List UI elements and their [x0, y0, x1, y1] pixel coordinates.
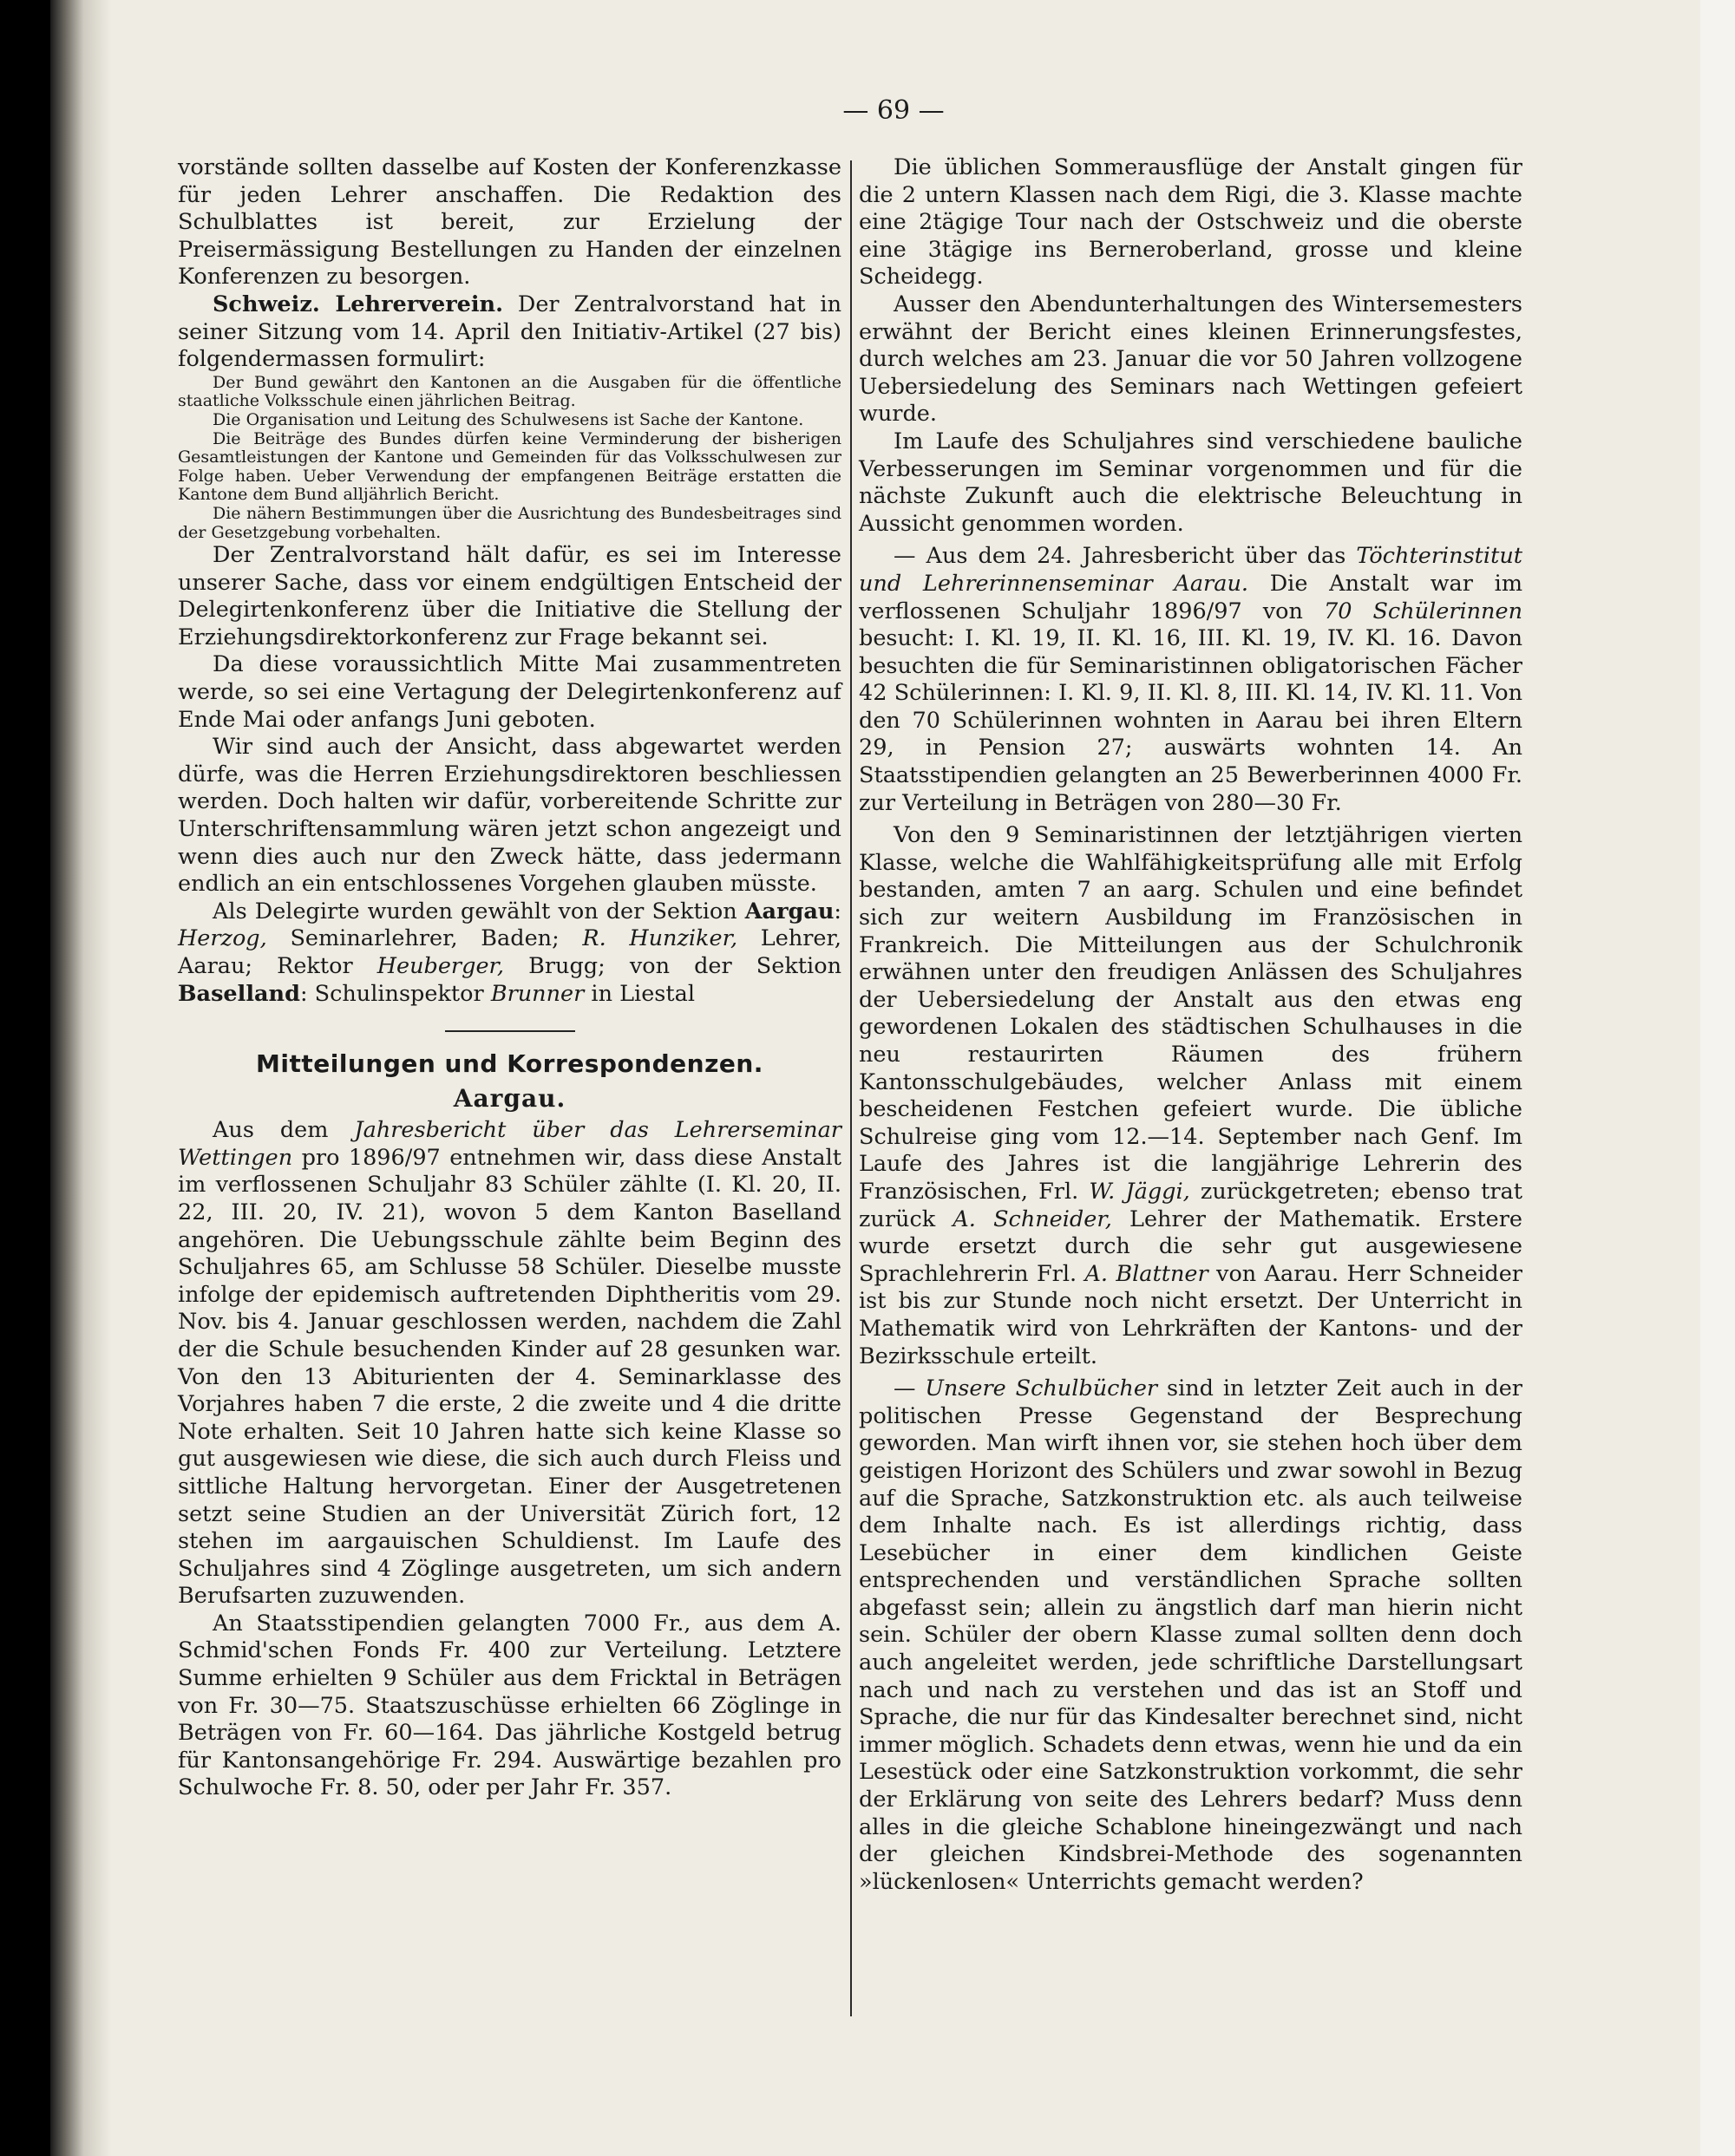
topic-title: Unsere Schulbücher [925, 1375, 1158, 1402]
intro-paragraph: vorstände sollten dasselbe auf Kosten der Konferenzkasse für jeden Lehrer anschaffen. Die Redaktion des Schulblattes ist bereit, zur Erzielung der Preisermässigung Bestellungen zu Handen der einzelnen Konferenzen zu besorgen. [178, 154, 841, 291]
text-run: Seminarlehrer, Baden; [266, 925, 583, 952]
section-separator [445, 1030, 575, 1032]
text-run: : [834, 898, 841, 924]
paragraph: Ausser den Abendunterhaltungen des Wintersemesters erwähnt der Bericht eines kleinen Erinnerungsfestes, durch welches am 23. Januar die vor 50 Jahren vollzogene Uebersiedelung des Seminars nach Wettingen gefeiert wurde. [859, 291, 1522, 428]
paragraph: Da diese voraussichtlich Mitte Mai zusammentreten werde, so sei eine Vertagung der Delegirtenkonferenz auf Ende Mai oder anfangs Juni geboten. [178, 651, 841, 733]
text-run: — Aus dem 24. Jahresbericht über das [894, 543, 1357, 570]
text-run: Lehrer der Mathematik. Erstere wurde ersetzt durch die sehr gut ausgewiesene Sprachlehrerin Frl. [859, 1205, 1522, 1287]
student-count: 70 Schülerinnen [1323, 598, 1522, 624]
text-run: Aus dem [213, 1117, 355, 1144]
text-run: Die Anstalt war im verflossenen Schuljahr 1896/97 von [859, 570, 1523, 624]
right-column [859, 154, 1522, 1896]
delegates-paragraph [178, 898, 841, 1008]
text-run: von Aarau. Herr Schneider ist bis zur Stunde noch nicht ersetzt. Der Unterricht in Mathematik wird von Lehrkräften der Kantons- und der Bezirksschule erteilt. [859, 1260, 1522, 1369]
page-number: — 69 — [842, 95, 945, 126]
text-run: : Schulinspektor [299, 980, 491, 1007]
paragraph: Im Laufe des Schuljahres sind verschiedene bauliche Verbesserungen im Seminar vorgenommen und für die nächste Zukunft auch die elektrische Beleuchtung in Aussicht genommen worden. [859, 428, 1522, 537]
section-title: Mitteilungen und Korrespondenzen. [256, 1049, 763, 1079]
aargau-paragraph [178, 1117, 841, 1610]
person-name: W. Jäggi, [1089, 1178, 1190, 1205]
text-run: besucht: I. Kl. 19, II. Kl. 16, III. Kl. 19, IV. Kl. 16. Davon besuchten die für Seminaristinnen obligatorischen Fächer 42 Schülerinnen: I. Kl. 9, II. Kl. 8, III. Kl. 14, IV. Kl. 11. Von den 70 Schülerinnen wohnten in Aarau bei ihren Eltern 29, in Pension 27; auswärts wohnten 14. An Staatsstipendien gelangten an 25 Bewerberinnen 4000 Fr. zur Verteilung in Beträgen von 280—30 Fr. [859, 625, 1522, 816]
person-name: Heuberger, [376, 953, 505, 979]
paragraph: Wir sind auch der Ansicht, dass abgewartet werden dürfe, was die Herren Erziehungsdirektoren beschliessen werden. Doch halten wir dafür, vorbereitende Schritte zur Unterschriftensammlung wären jetzt schon angezeigt und wenn dies auch nur den Zweck hätte, dass jedermann endlich an ein entschlossenes Vorgehen glauben müsste. [178, 734, 841, 898]
schulbuecher-paragraph [859, 1375, 1522, 1896]
toechterinstitut-paragraph [859, 543, 1522, 817]
report-title: Jahresbericht über das Lehrerseminar Wettingen [178, 1117, 841, 1171]
text-run: sind in letzter Zeit auch in der politischen Presse Gegenstand der Besprechung geworden. Man wirft ihnen vor, sie stehen hoch über dem geistigen Horizont des Schülers und zwar sowohl in Bezug auf die Sprache, Satzkonstruktion etc. als auch teilweise dem Inhalte nach. Es ist allerdings richtig, dass Lesebücher in einer dem kindlichen Geiste entsprechenden und verständlichen Sprache sollten abgefasst sein; allein zu ängstlich darf man hierin nicht sein. Schüler der obern Klasse zumal sollten denn doch auch angeleitet werden, jede schriftliche Darstellungsart nach und nach zu verstehen und das ist an Stoff und Sprache, die nur für das Kindesalter berechnet sind, nicht immer möglich. Schadets denn etwas, wenn hie und da ein Lesestück oder eine Satzkonstruktion vorkommt, die sehr der Erklärung von seite des Lehrers bedarf? Muss denn alles in die gleiche Schablone hineingezwängt und nach der gleichen Kindsbrei-Methode des sogenannten »lückenlosen« Unterrichts gemacht werden? [859, 1375, 1522, 1895]
lehrerverein-heading: Schweiz. Lehrerverein. [213, 291, 503, 317]
aargau-paragraph: An Staatsstipendien gelangten 7000 Fr., aus dem A. Schmid'schen Fonds Fr. 400 zur Verteilung. Letztere Summe erhielten 9 Schüler aus dem Fricktal in Beträgen von Fr. 30—75. Staatszuschüsse erhielten 66 Zöglinge in Beträgen von Fr. 60—164. Das jährliche Kostgeld betrug für Kantonsangehörige Fr. 294. Auswärtige bezahlen pro Schulwoche Fr. 8. 50, oder per Jahr Fr. 357. [178, 1610, 841, 1801]
text-run: zurückgetreten; ebenso trat zurück [859, 1178, 1522, 1232]
region-heading: Aargau. [453, 1084, 566, 1114]
seminaristinnen-paragraph [859, 822, 1522, 1370]
paragraph: Die üblichen Sommerausflüge der Anstalt gingen für die 2 untern Klassen nach dem Rigi, die 3. Klasse machte eine 2tägige Tour nach der Ostschweiz und die oberste eine 3tägige ins Berneroberland, grosse und kleine Scheidegg. [859, 154, 1522, 291]
institution-name: Töchterinstitut und Lehrerinnenseminar Aarau. [859, 543, 1522, 597]
column-divider [850, 160, 852, 2016]
article-line: Die Beiträge des Bundes dürfen keine Verminderung der bisherigen Gesamtleistungen der Kantone und Gemeinden für das Volksschulwesen zur Folge haben. Ueber Verwendung der empfangenen Beiträge erstatten die Kantone dem Bund alljährlich Bericht. [178, 428, 841, 505]
text-run: Brugg; von der Sektion [504, 953, 841, 979]
left-column [178, 154, 841, 1802]
page-edge [1700, 0, 1735, 2156]
text-run: Lehrer, Aarau; Rektor [178, 925, 842, 979]
person-name: Brunner [490, 980, 585, 1007]
text-run: Von den 9 Seminaristinnen der letztjährigen vierten Klasse, welche die Wahlfähigkeitsprüfung alle mit Erfolg bestanden, amten 7 an aarg. Schulen und eine befindet sich zur weitern Ausbildung im Französischen in Frankreich. Die Mitteilungen aus der Schulchronik erwähnen unter den freudigen Anlässen des Schuljahres der Uebersiedelung der Anstalt aus den etwas eng gewordenen Lokalen des städtischen Schulhauses in die neu restaurirten Räumen des frühern Kantonsschulgebäudes, welcher Anlass mit einem bescheidenen Festchen gefeiert wurde. Die übliche Schulreise ging vom 12.—14. September nach Genf. Im Laufe des Jahres ist die langjährige Lehrerin des Französischen, Frl. [859, 822, 1522, 1205]
article-line: Die Organisation und Leitung des Schulwesens ist Sache der Kantone. [213, 409, 804, 429]
person-name: A. Schneider, [953, 1205, 1112, 1232]
article-line: Der Bund gewährt den Kantonen an die Ausgaben für die öffentliche staatliche Volksschule einen jährlichen Beitrag. [178, 372, 841, 411]
person-name: Herzog, [178, 925, 267, 952]
lehrerverein-text: Der Zentralvorstand hat in seiner Sitzung vom 14. April den Initiativ-Artikel (27 bis) folgendermassen formulirt: [178, 291, 842, 373]
text-run: pro 1896/97 entnehmen wir, dass diese Anstalt im verflossenen Schuljahr 83 Schüler zählte (I. Kl. 20, II. 22, III. 20, IV. 21), wovon 5 dem Kanton Baselland angehören. Die Uebungsschule zählte beim Beginn des Schuljahres 65, am Schlusse 58 Schüler. Dieselbe musste infolge der epidemisch auftretenden Diphtheritis vom 29. Nov. bis 4. Januar geschlossen werden, nachdem die Zahl der die Schule besuchenden Kinder auf 28 gesunken war. Von den 13 Abiturienten der 4. Seminarklasse des Vorjahres haben 7 die erste, 2 die zweite und 4 die dritte Note erhalten. Seit 10 Jahren hatte sich keine Klasse so gut ausgewiesen wie diese, die sich auch durch Fleiss und sittliche Haltung hervorgetan. Einer der Ausgetretenen setzt seine Studien an der Universität Zürich fort, 12 stehen im aargauischen Schuldienst. Im Laufe des Schuljahres sind 4 Zöglinge ausgetreten, um sich andern Berufsarten zuzuwenden. [178, 1144, 841, 1610]
book-gutter [50, 0, 111, 2156]
text-run: in Liestal [584, 980, 695, 1007]
paragraph: Der Zentralvorstand hält dafür, es sei im Interesse unserer Sache, dass vor einem endgültigen Entscheid der Delegirtenkonferenz über die Initiative die Stellung der Erziehungsdirektorkonferenz zur Frage bekannt sei. [178, 542, 841, 650]
section-name: Baselland [178, 980, 300, 1007]
section-name: Aargau [744, 898, 835, 924]
person-name: R. Hunziker, [582, 925, 738, 952]
text-run: Als Delegirte wurden gewählt von der Sektion [213, 898, 745, 924]
article-line: Die nähern Bestimmungen über die Ausrichtung des Bundesbeitrages sind der Gesetzgebung vorbehalten. [178, 503, 841, 542]
text-run: — [894, 1375, 926, 1402]
person-name: A. Blattner [1084, 1260, 1208, 1287]
lehrerverein-paragraph [178, 291, 841, 374]
